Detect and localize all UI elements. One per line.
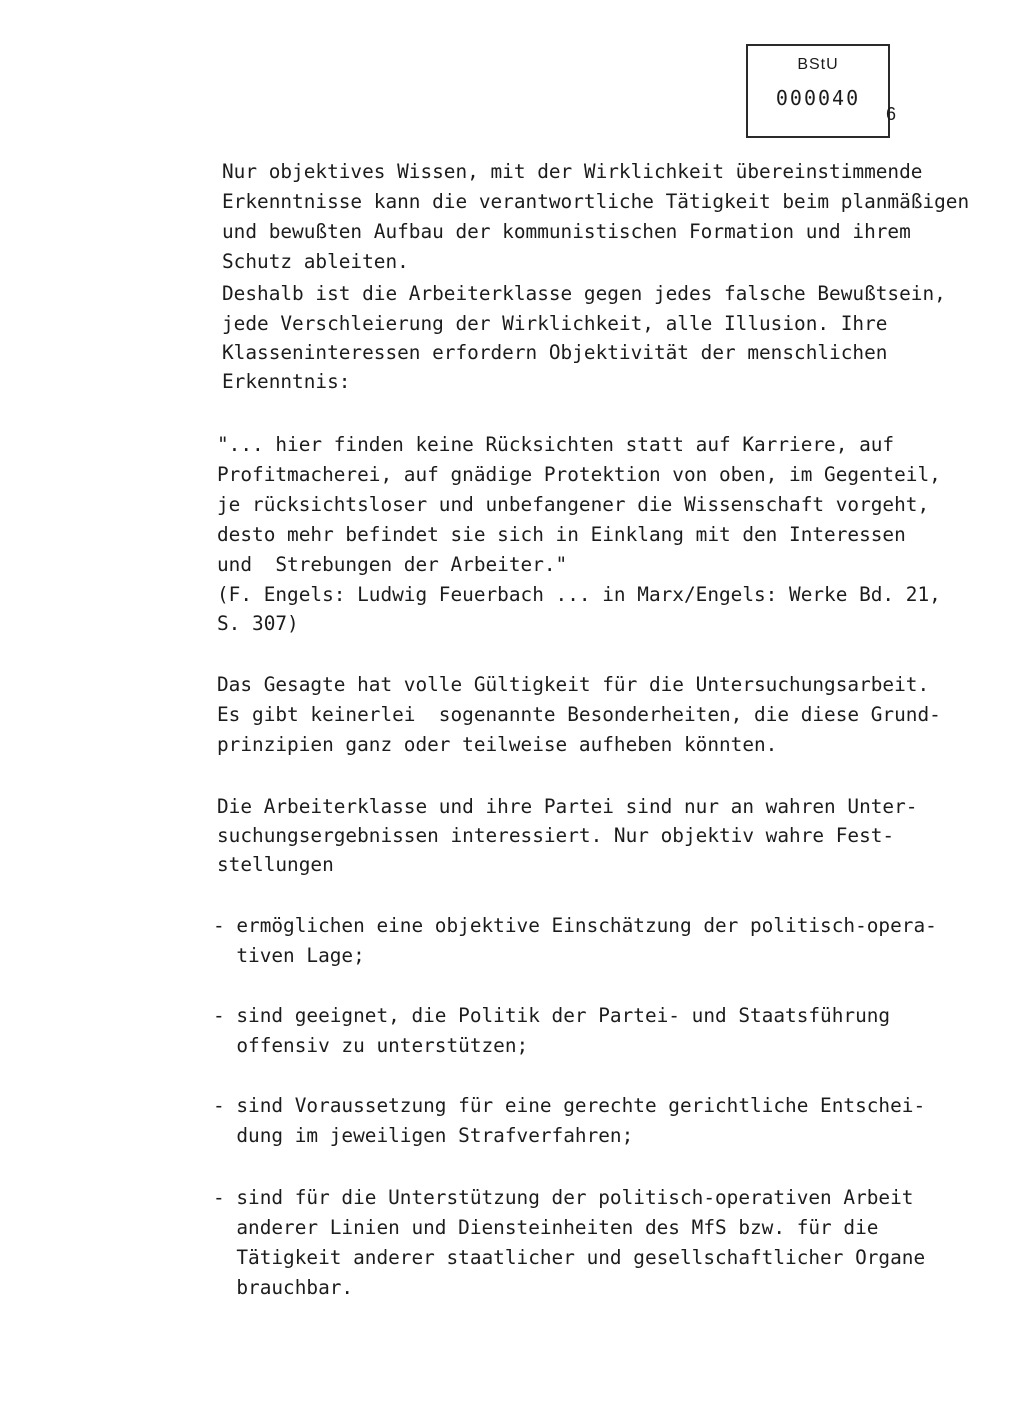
bullet-item-line: offensiv zu unterstützen; <box>213 1034 529 1057</box>
citation-line: (F. Engels: Ludwig Feuerbach ... in Marx/Engels: Werke Bd. 21, <box>217 583 941 606</box>
bullet-item-line: - ermöglichen eine objektive Einschätzung der politisch-opera- <box>213 914 937 937</box>
paragraph-line: Schutz ableiten. <box>222 250 409 273</box>
stamp-number: 000040 <box>775 86 861 110</box>
bullet-item-line: anderer Linien und Diensteinheiten des MfS bzw. für die <box>213 1216 879 1239</box>
paragraph-line: Das Gesagte hat volle Gültigkeit für die Untersuchungsarbeit. <box>217 673 930 696</box>
paragraph-line: Nur objektives Wissen, mit der Wirklichkeit übereinstimmende <box>222 160 923 183</box>
bullet-item-line: tiven Lage; <box>213 944 365 967</box>
archive-stamp <box>746 44 890 138</box>
paragraph-line: Klasseninteressen erfordern Objektivität der menschlichen <box>222 341 888 364</box>
bullet-item-line: - sind für die Unterstützung der politisch-operativen Arbeit <box>213 1186 914 1209</box>
paragraph-line: suchungsergebnissen interessiert. Nur objektiv wahre Fest- <box>217 824 895 847</box>
paragraph-line: Deshalb ist die Arbeiterklasse gegen jedes falsche Bewußtsein, <box>222 282 946 305</box>
citation-line: S. 307) <box>217 612 299 635</box>
quote-line: "... hier finden keine Rücksichten statt auf Karriere, auf <box>217 433 895 456</box>
quote-line: desto mehr befindet sie sich in Einklang mit den Interessen <box>217 523 906 546</box>
bullet-item-line: Tätigkeit anderer staatlicher und gesellschaftlicher Organe <box>213 1246 926 1269</box>
paragraph-line: jede Verschleierung der Wirklichkeit, alle Illusion. Ihre <box>222 312 888 335</box>
quote-line: und Strebungen der Arbeiter." <box>217 553 568 576</box>
paragraph-line: prinzipien ganz oder teilweise aufheben könnten. <box>217 733 778 756</box>
quote-line: Profitmacherei, auf gnädige Protektion von oben, im Gegenteil, <box>217 463 941 486</box>
paragraph-line: Erkenntnisse kann die verantwortliche Tätigkeit beim planmäßigen <box>222 190 970 213</box>
paragraph-line: stellungen <box>217 853 334 876</box>
paragraph-line: Erkenntnis: <box>222 370 351 393</box>
stamp-label: BStU <box>797 56 839 73</box>
bullet-item-line: - sind Voraussetzung für eine gerechte gerichtliche Entschei- <box>213 1094 926 1117</box>
paragraph-line: Die Arbeiterklasse und ihre Partei sind nur an wahren Unter- <box>217 795 918 818</box>
quote-line: je rücksichtsloser und unbefangener die Wissenschaft vorgeht, <box>217 493 930 516</box>
bullet-item-line: - sind geeignet, die Politik der Partei- und Staatsführung <box>213 1004 891 1027</box>
page-number: 6 <box>886 104 897 124</box>
paragraph-line: und bewußten Aufbau der kommunistischen Formation und ihrem <box>222 220 911 243</box>
paragraph-line: Es gibt keinerlei sogenannte Besonderheiten, die diese Grund- <box>217 703 941 726</box>
bullet-item-line: dung im jeweiligen Strafverfahren; <box>213 1124 634 1147</box>
bullet-item-line: brauchbar. <box>213 1276 354 1299</box>
